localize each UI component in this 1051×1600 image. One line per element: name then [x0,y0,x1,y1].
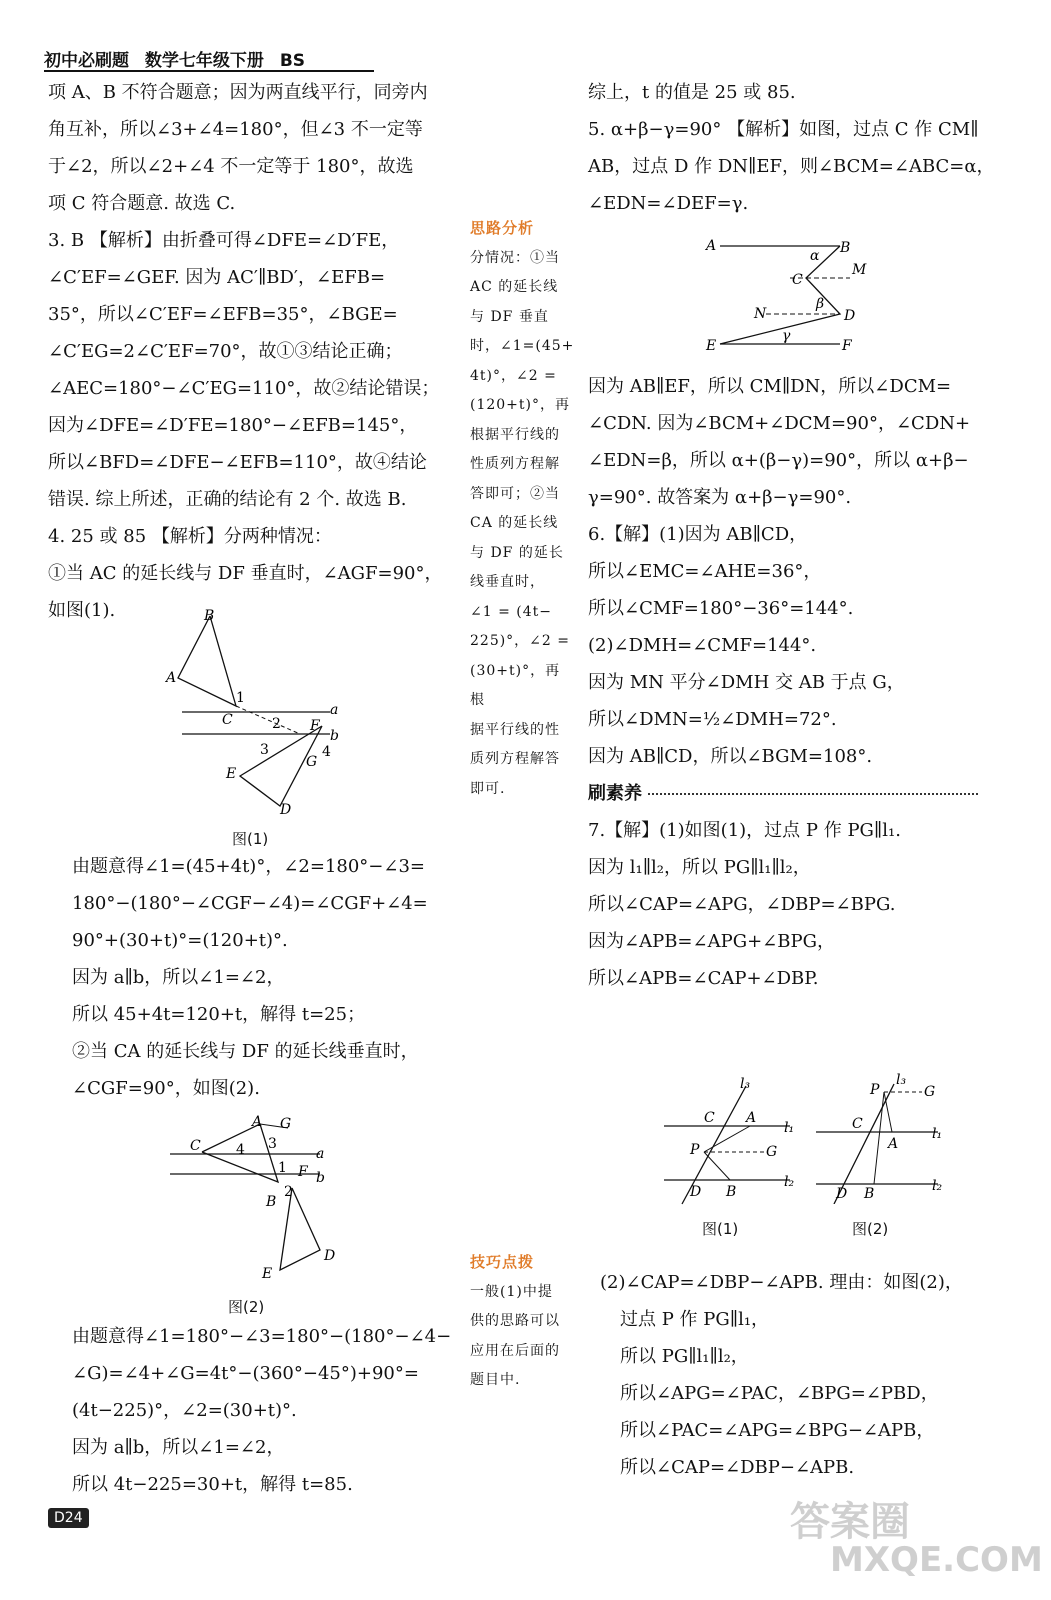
side-note-line: 题目中. [470,1372,521,1388]
section-divider [648,793,978,795]
svg-text:G: G [766,1144,778,1160]
svg-text:C: C [222,712,233,728]
side-note-line: 即可. [470,780,506,797]
text-line: ①当 AC 的延长线与 DF 垂直时，∠AGF=90°， [48,563,443,584]
text-line: 所以∠EMC=∠AHE=36°， [588,561,822,582]
svg-text:D: D [836,1186,848,1202]
text-line: 因为 l₁∥l₂，所以 PG∥l₁∥l₂， [588,857,811,878]
side-note-line: 供的思路可以 [470,1313,560,1329]
side-note-tip [470,1248,575,1396]
svg-text:A: A [888,1136,899,1152]
svg-text:C: C [190,1138,201,1154]
text-line: 由题意得∠1=(45+4t)°，∠2=180°−∠3= [72,856,426,877]
text-line: 因为∠APB=∠APG+∠BPG， [588,931,835,952]
text-line: 所以 4t−225=30+t，解得 t=85. [72,1474,353,1495]
left-column-part3 [72,1318,472,1503]
text-line: 所以∠APG=∠PAC，∠BPG=∠PBD， [620,1383,939,1404]
svg-text:l₃: l₃ [896,1072,907,1088]
side-note-line: 根据平行线的 [470,426,560,443]
page-number: D24 [48,1508,89,1528]
svg-text:P: P [690,1142,700,1158]
text-line: ∠C′EF=∠GEF. 因为 AC′∥BD′，∠EFB= [48,267,386,288]
side-note-line: 据平行线的性 [470,721,560,738]
text-line: (4t−225)°，∠2=(30+t)°. [72,1400,297,1421]
text-line: 所以∠CAP=∠APG，∠DBP=∠BPG. [588,894,896,915]
book-subject: 数学七年级下册 [144,51,264,71]
svg-text:B: B [840,240,851,256]
svg-text:a: a [316,1146,325,1162]
text-line: 4. 25 或 85 【解析】分两种情况： [48,526,332,547]
svg-text:1: 1 [236,690,245,706]
text-line: 项 A、B 不符合题意；因为两直线平行，同旁内 [48,82,428,103]
svg-text:b: b [316,1170,325,1186]
svg-text:G: G [280,1116,292,1132]
text-line: γ=90°. 故答案为 α+β−γ=90°. [588,487,852,508]
text-line: 所以 45+4t=120+t，解得 t=25； [72,1004,366,1025]
text-line: 6.【解】(1)因为 AB∥CD， [588,524,808,545]
svg-text:E: E [706,338,717,354]
svg-text:α: α [810,248,820,264]
figure-7-2 [812,1070,952,1204]
text-line: AB，过点 D 作 DN∥EF，则∠BCM=∠ABC=α， [588,156,995,177]
text-line: ∠G)=∠4+∠G=4t°−(360°−45°)+90°= [72,1363,419,1384]
svg-text:2: 2 [284,1184,293,1200]
figure-7-1 [660,1074,800,1208]
text-line: 7.【解】(1)如图(1)，过点 P 作 PG∥l₁. [588,820,901,841]
svg-text:F: F [310,718,320,734]
svg-text:b: b [330,728,339,744]
svg-text:1: 1 [278,1160,287,1176]
svg-text:4: 4 [236,1142,245,1158]
text-line: ∠EDN=∠DEF=γ. [588,193,749,214]
side-note-line: (30+t)°，再根 [470,662,561,708]
left-column [48,74,458,629]
text-line: ∠C′EG=2∠C′EF=70°，故①③结论正确； [48,341,403,362]
svg-text:γ: γ [782,328,791,344]
side-note-line: 225)°，∠2 = [470,633,571,649]
figure-caption: 图(1) [702,1220,739,1238]
svg-text:F: F [298,1164,308,1180]
svg-text:A: A [746,1110,757,1126]
svg-text:4: 4 [322,744,331,760]
svg-text:G: G [924,1084,936,1100]
figure-caption: 图(2) [228,1298,265,1316]
right-column [588,74,1008,222]
svg-text:C: C [792,272,803,288]
side-note-line: 性质列方程解 [470,456,560,472]
svg-text:l₁: l₁ [784,1120,795,1136]
text-line: 所以∠BFD=∠DFE−∠EFB=110°，故④结论 [48,452,427,473]
text-line: 所以∠DMN=½∠DMH=72°. [588,709,837,730]
text-line: ∠CGF=90°，如图(2). [72,1078,260,1099]
side-note-line: (120+t)°，再 [470,397,571,413]
watermark-url: MXQE.COM [830,1540,1043,1580]
svg-text:β: β [816,296,825,312]
text-line: 因为 MN 平分∠DMH 交 AB 于点 G， [588,672,905,693]
figure-4-2 [160,1110,370,1290]
svg-text:G: G [306,754,318,770]
svg-text:F: F [842,338,852,354]
svg-text:l₂: l₂ [784,1174,795,1190]
side-note-line: ∠1 = (4t− [470,603,552,620]
svg-text:P: P [870,1082,880,1098]
text-line: ∠EDN=β，所以 α+(β−γ)=90°，所以 α+β− [588,450,969,471]
text-line: 于∠2，所以∠2+∠4 不一定等于 180°，故选 [48,156,414,177]
text-line: 因为 a∥b，所以∠1=∠2， [72,967,285,988]
page-header [44,46,315,71]
text-line: 所以∠CAP=∠DBP−∠APB. [620,1457,855,1478]
side-note-line: CA 的延长线 [470,515,559,531]
side-note-line: 4t)°，∠2 = [470,367,557,384]
side-note-line: 应用在后面的 [470,1342,560,1359]
svg-text:E: E [226,766,237,782]
text-line: 90°+(30+t)°=(120+t)°. [72,930,288,951]
text-line: 角互补，所以∠3+∠4=180°，但∠3 不一定等 [48,119,423,140]
text-line: 所以∠APB=∠CAP+∠DBP. [588,968,819,989]
text-line: 35°，所以∠C′EF=∠EFB=35°，∠BGE= [48,304,398,325]
side-note-line: 答即可；②当 [470,485,560,502]
text-line: 项 C 符合题意. 故选 C. [48,193,236,214]
svg-text:A: A [252,1114,263,1130]
text-line: (2)∠DMH=∠CMF=144°. [588,635,817,656]
figure-caption: 图(2) [852,1220,889,1238]
svg-text:A: A [706,238,717,254]
side-note-line: 线垂直时， [470,574,545,590]
left-column-part2 [72,848,472,1107]
text-line: 所以∠CMF=180°−36°=144°. [588,598,854,619]
text-line: 5. α+β−γ=90° 【解析】如图，过点 C 作 CM∥ [588,119,979,140]
text-line: 综上，t 的值是 25 或 85. [588,82,796,103]
svg-text:3: 3 [260,742,269,758]
figure-4-1 [160,606,360,822]
text-line: 因为 a∥b，所以∠1=∠2， [72,1437,285,1458]
header-rule [44,70,374,72]
text-line: 因为 AB∥CD，所以∠BGM=108°. [588,746,873,767]
svg-text:D: D [324,1248,336,1264]
side-note-line: 质列方程解答 [470,751,560,767]
side-note-title: 思路分析 [470,219,535,237]
book-edition: BS [279,51,306,71]
text-line: 因为∠DFE=∠D′FE=180°−∠EFB=145°， [48,415,418,436]
right-column-part2 [588,368,1018,997]
text-line: 所以∠PAC=∠APG=∠BPG−∠APB， [620,1420,935,1441]
text-line: (2)∠CAP=∠DBP−∠APB. 理由：如图(2)， [600,1272,963,1293]
svg-text:C: C [704,1110,715,1126]
svg-text:D: D [844,308,856,324]
side-note-line: 与 DF 垂直 [470,308,549,325]
text-line: ②当 CA 的延长线与 DF 的延长线垂直时， [72,1041,419,1062]
figure-5 [700,232,900,358]
side-note-line: 与 DF 的延长 [470,544,564,561]
svg-text:A: A [166,670,177,686]
svg-text:C: C [852,1116,863,1132]
side-note-line: 一般(1)中提 [470,1283,553,1300]
text-line: 因为 AB∥EF，所以 CM∥DN，所以∠DCM= [588,376,952,397]
svg-text:N: N [754,306,767,322]
text-line: ∠CDN. 因为∠BCM+∠DCM=90°，∠CDN+ [588,413,971,434]
svg-text:a: a [330,702,339,718]
svg-text:l₁: l₁ [932,1126,943,1142]
text-line: ∠AEC=180°−∠C′EG=110°，故②结论错误； [48,378,440,399]
section-title: 刷素养 [588,783,642,804]
side-note-line: 时，∠1=(45+ [470,338,575,354]
svg-text:B: B [266,1194,277,1210]
svg-text:B: B [726,1184,737,1200]
svg-text:E: E [262,1266,273,1282]
text-line: 180°−(180°−∠CGF−∠4)=∠CGF+∠4= [72,893,428,914]
text-line: 3. B 【解析】由折叠可得∠DFE=∠D′FE， [48,230,400,251]
svg-text:l₃: l₃ [740,1076,751,1092]
side-note-line: 分情况：①当 [470,249,560,266]
svg-text:2: 2 [272,716,281,732]
svg-text:M: M [852,262,867,278]
text-line: 错误. 综上所述，正确的结论有 2 个. 故选 B. [48,489,407,510]
svg-text:B: B [204,608,215,624]
watermark-logo: 答案圈 [790,1499,910,1545]
text-line: 过点 P 作 PG∥l₁， [620,1309,770,1330]
text-line: 由题意得∠1=180°−∠3=180°−(180°−∠4− [72,1326,452,1347]
side-note-analysis [470,214,575,804]
svg-text:B: B [864,1186,875,1202]
text-line: 如图(1). [48,600,116,621]
svg-text:D: D [280,802,292,818]
side-note-title: 技巧点拨 [470,1253,535,1271]
figure-caption: 图(1) [232,830,269,848]
svg-text:3: 3 [268,1136,277,1152]
svg-text:l₂: l₂ [932,1178,943,1194]
section-heading [588,775,1018,812]
right-column-part4 [600,1264,1020,1486]
side-note-line: AC 的延长线 [470,279,559,295]
text-line: 所以 PG∥l₁∥l₂， [620,1346,749,1367]
svg-text:D: D [690,1184,702,1200]
book-title: 初中必刷题 [44,51,129,71]
